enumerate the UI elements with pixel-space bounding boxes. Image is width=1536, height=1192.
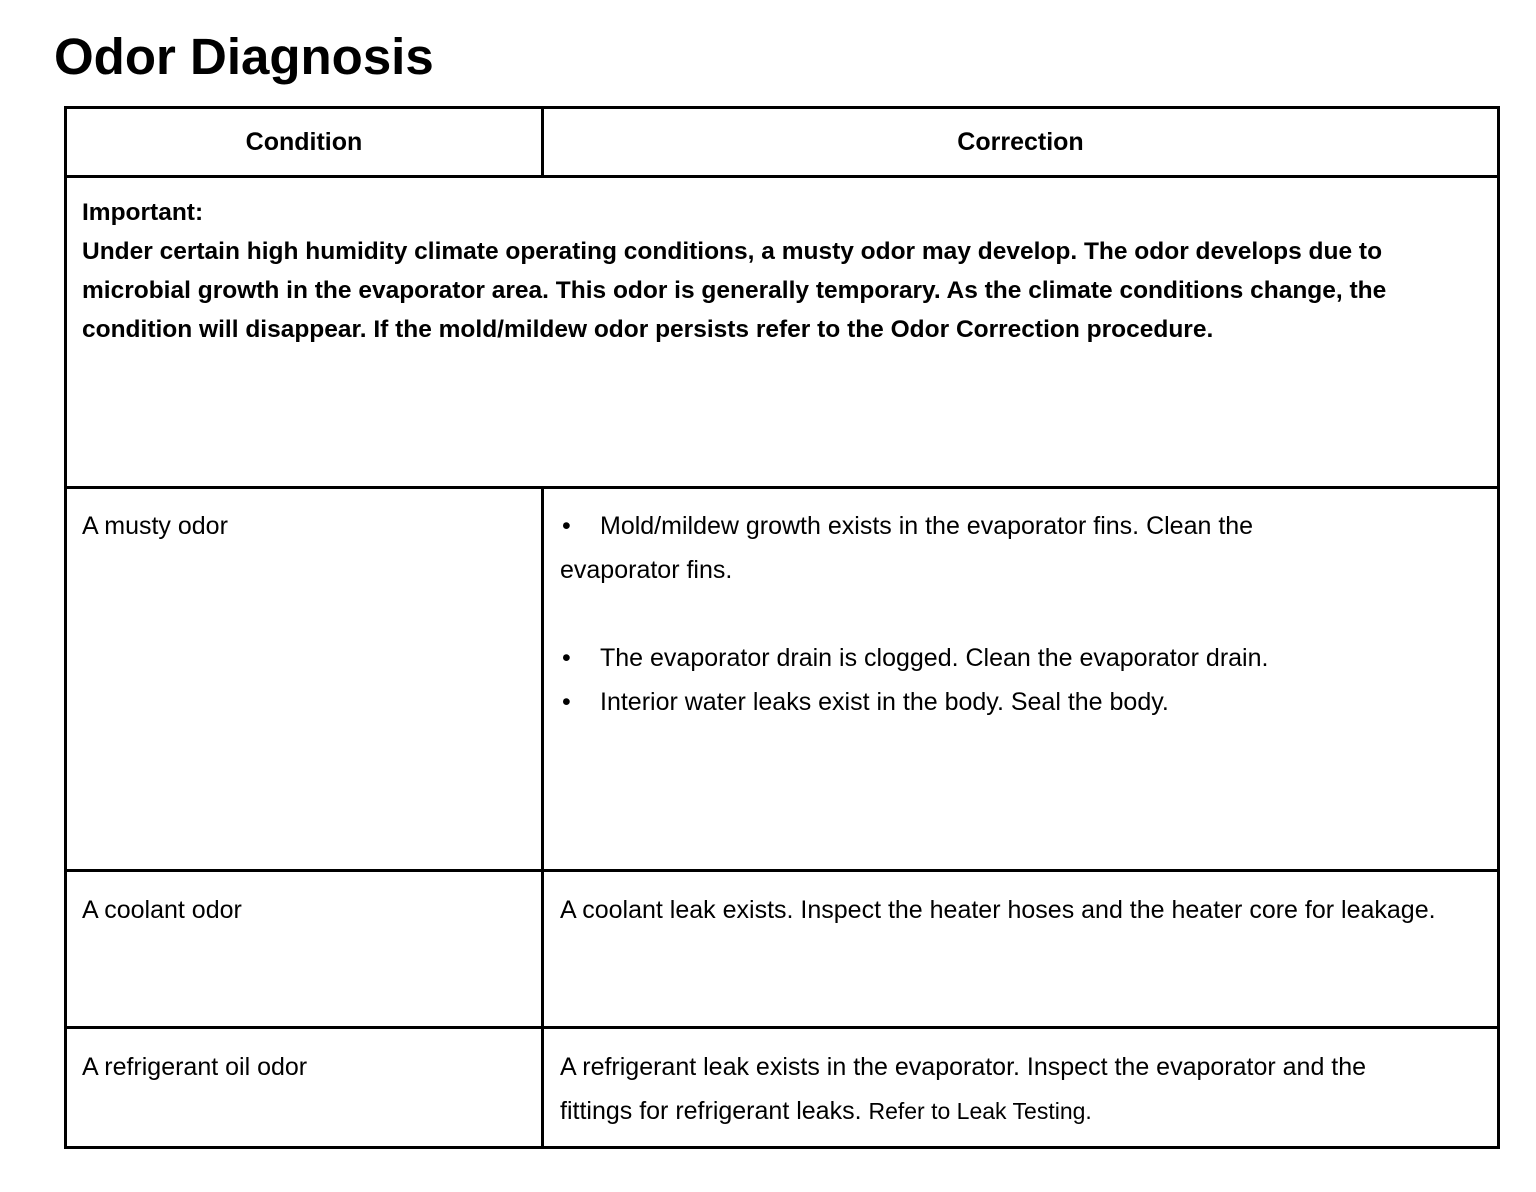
header-divider (64, 175, 1500, 178)
bullet-text: Mold/mildew growth exists in the evaporator fins. Clean the evaporator fins. (560, 512, 1254, 584)
important-label: Important: (82, 199, 204, 226)
row-divider (64, 1026, 1500, 1029)
condition-cell: A coolant odor (82, 896, 242, 924)
bullet-icon: • (562, 688, 571, 716)
bullet-icon: • (562, 644, 571, 672)
important-divider (64, 486, 1500, 489)
important-text: Under certain high humidity climate operating conditions, a musty odor may develop. The odor develops due to microbial growth in the evaporator area. This odor is generally temporary. As the climate conditions change, the condition will disappear. If the mold/mildew odor persists refer to the Odor Correction procedure. (82, 238, 1387, 343)
column-divider (541, 486, 544, 1149)
list-item (560, 504, 1340, 592)
page-title: Odor Diagnosis (54, 28, 434, 85)
header-correction: Correction (957, 128, 1084, 156)
bullet-text: The evaporator drain is clogged. Clean the evaporator drain. (600, 644, 1269, 672)
correction-cell: A coolant leak exists. Inspect the heater hoses and the heater core for leakage. (560, 896, 1436, 924)
list-item (560, 636, 1340, 680)
header-condition: Condition (245, 128, 363, 156)
list-item (560, 680, 1340, 724)
correction-cell (560, 1045, 1430, 1133)
bullet-icon: • (562, 512, 571, 540)
correction-cell (560, 504, 1340, 724)
important-note (82, 193, 1462, 349)
correction-text: A refrigerant leak exists in the evaporator. Inspect the evaporator and the fittings for refrigerant leaks. (560, 1053, 1367, 1125)
row-divider (64, 869, 1500, 872)
condition-cell: A refrigerant oil odor (82, 1053, 308, 1081)
leak-testing-reference: Refer to Leak Testing. (868, 1098, 1092, 1124)
bullet-text: Interior water leaks exist in the body. Seal the body. (600, 688, 1169, 716)
condition-cell: A musty odor (82, 512, 228, 540)
